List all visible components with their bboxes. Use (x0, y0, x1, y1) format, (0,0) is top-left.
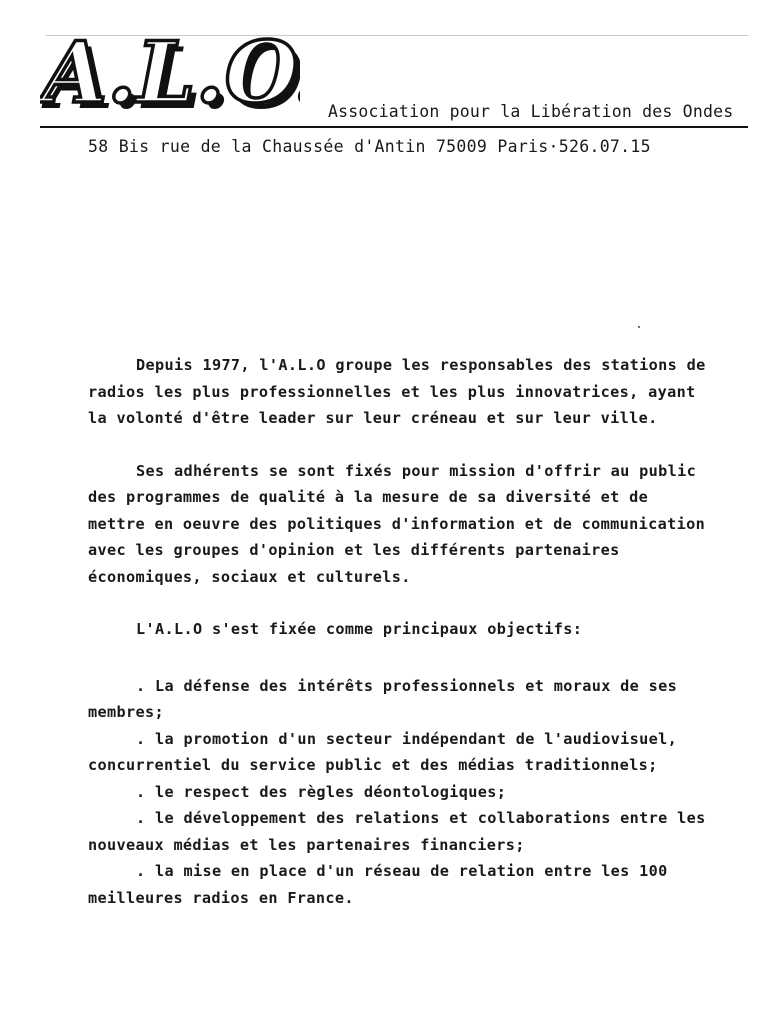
association-name: Association pour la Libération des Ondes (328, 102, 734, 121)
objective-item: . le développement des relations et collaborations entre les nouveaux médias et les partenaires financiers; (88, 809, 706, 854)
header-rule (40, 126, 748, 128)
paragraph-history: Depuis 1977, l'A.L.O groupe les responsables des stations de radios les plus professionnelles et les plus innovatrices, ayant la volonté d'être leader sur leur créneau et sur leur ville. (88, 356, 706, 427)
logo-lettering: A.L.O. (42, 23, 300, 122)
paragraph-mission: Ses adhérents se sont fixés pour mission d'offrir au public des programmes de qualité à la mesure de sa diversité et de mettre en oeuvre des politiques d'information et de communication avec les groupes d'opinion et les différents partenaires économiques, sociaux et culturels. (88, 461, 706, 586)
alo-logo (40, 22, 300, 130)
objective-item: . le respect des règles déontologiques; (136, 782, 507, 801)
objective-item: . la promotion d'un secteur indépendant de l'audiovisuel, concurrentiel du service public et des médias traditionnels; (88, 729, 678, 774)
objective-item: . la mise en place d'un réseau de relation entre les 100 meilleures radios en France. (88, 862, 668, 907)
address-line: 58 Bis rue de la Chaussée d'Antin 75009 Paris·526.07.15 (88, 137, 651, 156)
logo-shadow: A.L.O (48, 29, 299, 126)
stray-mark (638, 326, 640, 328)
objective-item: . La défense des intérêts professionnels et moraux de ses membres; (88, 676, 678, 721)
alo-logo-graphic (40, 22, 300, 126)
paragraph-objectives-intro: L'A.L.O s'est fixée comme principaux objectifs: (136, 620, 583, 638)
letter-body (88, 352, 708, 911)
